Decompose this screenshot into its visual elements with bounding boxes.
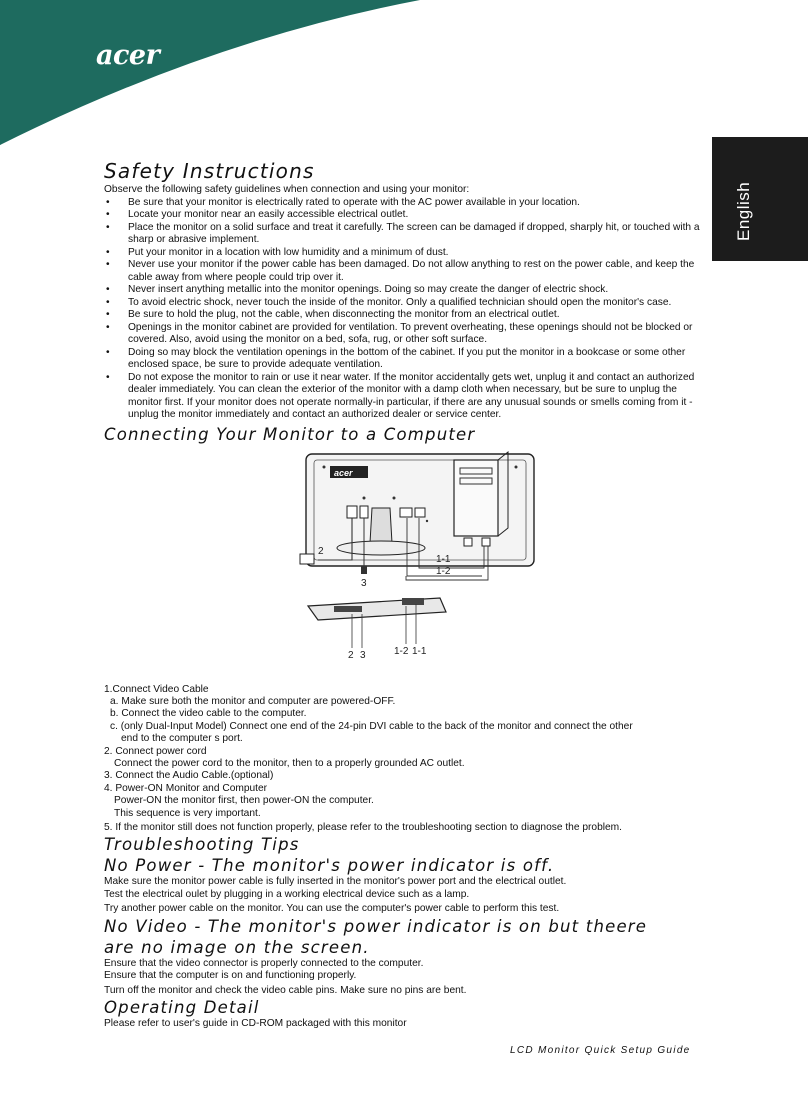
safety-title: Safety Instructions xyxy=(104,159,315,183)
no-power-heading: No Power - The monitor's power indicator is off. xyxy=(104,856,555,876)
acer-logo: acer xyxy=(96,40,160,71)
cable-1-1-label: 1-1 xyxy=(436,553,451,565)
step: 2. Connect power cord xyxy=(104,745,207,757)
operating-title: Operating Detail xyxy=(104,998,260,1018)
monitor-logo-label: acer xyxy=(334,467,353,478)
no-video-line: Ensure that the computer is on and functioning properly. xyxy=(104,970,357,982)
connection-steps xyxy=(104,684,712,835)
safety-item: • Do not expose the monitor to rain or use it near water. If the monitor accidentally gets wet, unplug it and contact an authorized dealer immediately. You can clean the exterior of the monitor with a damp cloth when necessary, but be sure to unplug the monitor first. If your monitor does not operate normally-in particular, if there are any unusual sounds or smells coming from it -unplug the monitor immediately and contact an authorized dealer or service center. xyxy=(104,372,712,422)
step: 3. Connect the Audio Cable.(optional) xyxy=(104,770,274,782)
step: 4. Power-ON Monitor and Computer xyxy=(104,782,268,794)
no-power-line: Try another power cable on the monitor. You can use the computer's power cable to perform this test. xyxy=(104,903,560,915)
audio-label: 3 xyxy=(361,577,367,589)
language-label: English xyxy=(734,181,753,241)
bottom-label-2: 2 xyxy=(348,649,354,661)
document-body xyxy=(104,158,712,1031)
connection-diagram xyxy=(104,448,712,680)
dvi-port-icon xyxy=(400,508,412,517)
bottom-label-3: 3 xyxy=(360,649,366,661)
safety-item: • Put your monitor in a location with low humidity and a minimum of dust. xyxy=(104,247,712,260)
audio-port-icon xyxy=(360,506,368,518)
cable-1-2-label: 1-2 xyxy=(436,565,451,577)
step: This sequence is very important. xyxy=(114,807,261,819)
step: 1.Connect Video Cable xyxy=(104,683,209,695)
safety-item: • Be sure to hold the plug, not the cable, when disconnecting the monitor from an electrical outlet. xyxy=(104,309,712,322)
operating-text: Please refer to user's guide in CD-ROM packaged with this monitor xyxy=(104,1018,407,1030)
safety-item: • Be sure that your monitor is electrically rated to operate with the AC power available in your location. xyxy=(104,197,712,210)
safety-item: • Never use your monitor if the power cable has been damaged. Do not allow anything to rest on the power cable, and keep the cable away from where people could trip over it. xyxy=(104,259,712,284)
no-video-line: Ensure that the video connector is properly connected to the computer. xyxy=(104,957,424,969)
safety-item: • Openings in the monitor cabinet are provided for ventilation. To prevent overheating, these openings should not be blocked or covered. Also, avoid using the monitor on a bed, sofa, rug, or other soft surface. xyxy=(104,322,712,347)
no-power-line: Test the electrical oulet by plugging in a working electrical device such as a lamp. xyxy=(104,888,470,900)
safety-item: • To avoid electric shock, never touch the inside of the monitor. Only a qualified technician should open the monitor's case. xyxy=(104,297,712,310)
power-port-icon xyxy=(347,506,357,518)
step: Connect the power cord to the monitor, then to a properly grounded AC outlet. xyxy=(114,757,465,769)
step: end to the computer s port. xyxy=(121,733,243,745)
safety-item: • Never insert anything metallic into the monitor openings. Doing so may create the danger of electric shock. xyxy=(104,284,712,297)
computer-tower xyxy=(454,460,498,536)
connecting-title: Connecting Your Monitor to a Computer xyxy=(104,424,476,444)
no-video-line: Turn off the monitor and check the video cable pins. Make sure no pins are bent. xyxy=(104,984,467,996)
step: b. Connect the video cable to the computer. xyxy=(110,708,307,720)
vga-port-icon xyxy=(415,508,425,517)
monitor-bottom-view xyxy=(308,598,446,620)
safety-item: • Doing so may block the ventilation openings in the bottom of the cabinet. If you put the monitor in a bookcase or some other enclosed space, be sure to provide adequate ventilation. xyxy=(104,347,712,372)
troubleshooting-title: Troubleshooting Tips xyxy=(104,835,300,855)
safety-item: • Locate your monitor near an easily accessible electrical outlet. xyxy=(104,209,712,222)
step: Power-ON the monitor first, then power-ON the computer. xyxy=(114,795,374,807)
safety-item: • Place the monitor on a solid surface and treat it carefully. The screen can be damaged if dropped, sharply hit, or touched with a sharp or abrasive implement. xyxy=(104,222,712,247)
footer-title: LCD Monitor Quick Setup Guide xyxy=(510,1045,691,1056)
safety-list xyxy=(104,197,712,422)
header-banner xyxy=(0,0,420,145)
step: a. Make sure both the monitor and computer are powered-OFF. xyxy=(110,695,396,707)
monitor-stand xyxy=(370,508,392,543)
bottom-label-1-1: 1-1 xyxy=(412,645,427,657)
bottom-label-1-2: 1-2 xyxy=(394,645,409,657)
language-tab xyxy=(712,137,808,261)
step: c. (only Dual-Input Model) Connect one end of the 24-pin DVI cable to the back of the monitor and connect the other xyxy=(110,720,633,732)
power-label: 2 xyxy=(318,545,324,557)
no-video-heading: No Video - The monitor's power indicator is on but theere are no image on the screen. xyxy=(104,916,648,957)
safety-intro: Observe the following safety guidelines when connection and using your monitor: xyxy=(104,184,470,195)
step: 5. If the monitor still does not function properly, please refer to the troubleshooting section to diagnose the problem. xyxy=(104,821,622,833)
no-power-line: Make sure the monitor power cable is fully inserted in the monitor's power port and the electrical outlet. xyxy=(104,876,567,888)
power-plug-icon xyxy=(300,554,314,564)
